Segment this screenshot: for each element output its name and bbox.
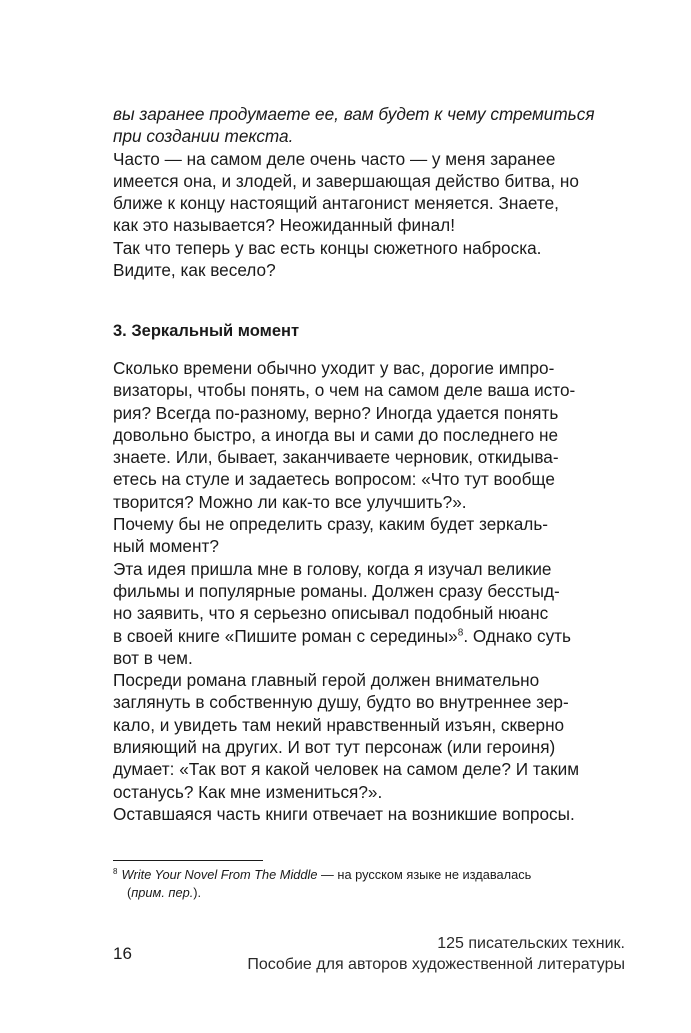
body-line-with-footnote-ref — [113, 625, 625, 647]
body-line: вот в чем. — [113, 647, 193, 668]
footnote-reference[interactable]: 8 — [457, 626, 464, 638]
body-line: визаторы, чтобы понять, о чем на самом деле ваша исто- — [113, 380, 576, 401]
intro-line: как это называется? Неожиданный финал! — [113, 215, 455, 236]
intro-italic-line: при создании текста. — [113, 126, 294, 147]
body-line: думает: «Так вот я какой человек на самом деле? И таким — [113, 759, 580, 780]
body-line: заглянуть в собственную душу, будто во внутреннее зер- — [113, 692, 569, 713]
footnote-paren: ). — [193, 885, 202, 900]
body-line: влияющий на других. И вот тут персонаж (или героиня) — [113, 737, 556, 758]
body-line: кало, и увидеть там некий нравственный изъян, скверно — [113, 714, 565, 735]
body-line: фильмы и популярные романы. Должен сразу бесстыд- — [113, 580, 560, 601]
body-line: етесь на стуле и задаетесь вопросом: «Что тут вообще — [113, 469, 555, 490]
body-text: . Однако суть — [463, 625, 571, 646]
footnote-note — [113, 884, 633, 902]
section-body — [113, 357, 625, 825]
intro-line: Так что теперь у вас есть концы сюжетного наброска. — [113, 237, 542, 258]
body-line: но заявить, что я серьезно описывал подобный нюанс — [113, 603, 549, 624]
footnote-paren: ( — [127, 885, 132, 900]
body-line: рия? Всегда по-разному, верно? Иногда удается понять — [113, 402, 559, 423]
footnote-title: Write Your Novel From The Middle — [121, 867, 318, 882]
footnote — [113, 866, 633, 902]
body-line: Оставшаяся часть книги отвечает на возникшие вопросы. — [113, 803, 575, 824]
intro-line: ближе к концу настоящий антагонист меняется. Знаете, — [113, 193, 559, 214]
footnote-number: 8 — [113, 866, 118, 876]
intro-italic-line: вы заранее продумаете ее, вам будет к чему стремиться — [113, 104, 595, 124]
body-text: в своей книге «Пишите роман с середины» — [113, 625, 458, 646]
footnote-divider — [113, 860, 263, 861]
footnote-text: — на русском языке не издавалась — [317, 867, 532, 882]
body-line: творится? Можно ли как-то все улучшить?». — [113, 491, 467, 512]
running-footer-line: Пособие для авторов художественной литературы — [247, 956, 625, 973]
intro-line: имеется она, и злодей, и завершающая действо битва, но — [113, 170, 579, 191]
body-line: знаете. Или, бывает, заканчиваете черновик, откидыва- — [113, 447, 559, 468]
body-line: останусь? Как мне измениться?». — [113, 781, 383, 802]
intro-line: Видите, как весело? — [113, 260, 276, 281]
body-line: Сколько времени обычно уходит у вас, дорогие импро- — [113, 358, 555, 378]
running-footer — [247, 933, 625, 975]
body-line: ный момент? — [113, 536, 219, 557]
body-line: Почему бы не определить сразу, каким будет зеркаль- — [113, 514, 548, 535]
page-number: 16 — [113, 944, 132, 963]
body-line: довольно быстро, а иногда вы и сами до последнего не — [113, 424, 559, 445]
footnote-note-italic: прим. пер. — [131, 885, 194, 900]
intro-paragraph — [113, 103, 625, 281]
running-footer-line: 125 писательских техник. — [437, 935, 625, 952]
body-line: Посреди романа главный герой должен внимательно — [113, 670, 540, 691]
section-heading: 3. Зеркальный момент — [113, 322, 300, 340]
body-line: Эта идея пришла мне в голову, когда я изучал великие — [113, 558, 552, 579]
intro-line: Часто — на самом деле очень часто — у меня заранее — [113, 148, 556, 169]
